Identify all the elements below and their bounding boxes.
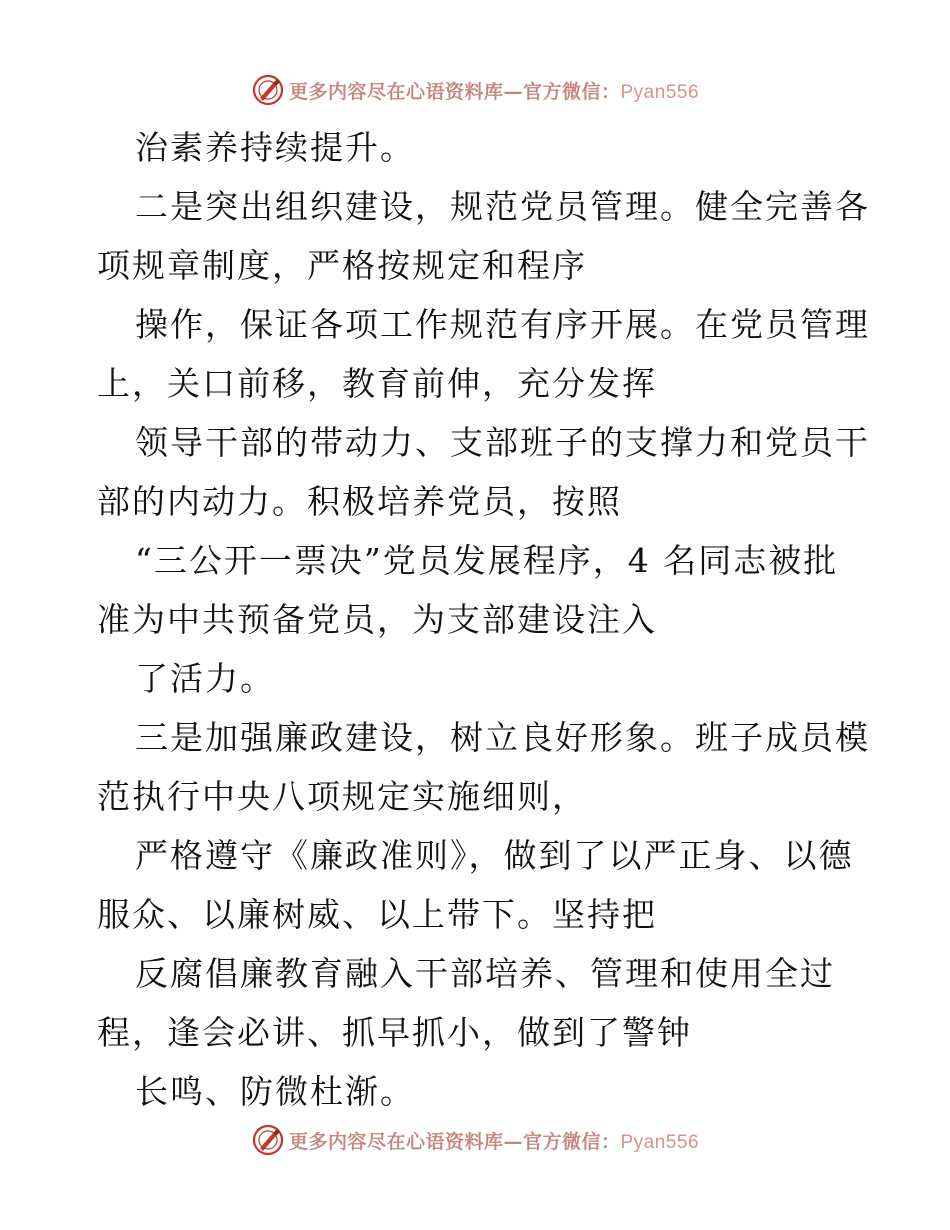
watermark-id: Pyan556 xyxy=(620,1131,700,1153)
watermark-text: 更多内容尽在心语资料库—官方微信：Pyan556 xyxy=(288,1130,700,1153)
watermark-group xyxy=(251,73,699,107)
text-line: 反腐倡廉教育融入干部培养、管理和使用全过 xyxy=(135,954,835,993)
pen-logo-icon xyxy=(251,73,285,107)
watermark-group xyxy=(251,1123,699,1157)
text-line: 了活力。 xyxy=(135,659,275,698)
text-line: 范执行中央八项规定实施细则， xyxy=(97,777,587,816)
text-line: 二是突出组织建设，规范党员管理。健全完善各 xyxy=(135,187,870,226)
text-line: 服众、以廉树威、以上带下。坚持把 xyxy=(97,895,657,934)
document-body xyxy=(97,118,870,1121)
text-line: 程，逢会必讲、抓早抓小，做到了警钟 xyxy=(97,1013,692,1052)
text-line: 长鸣、防微杜渐。 xyxy=(135,1072,415,1111)
pen-logo-icon xyxy=(251,1123,285,1157)
watermark-id: Pyan556 xyxy=(620,81,700,103)
text-line: “三公开一票决”党员发展程序，4 名同志被批 xyxy=(135,541,839,580)
text-line: 项规章制度，严格按规定和程序 xyxy=(97,246,587,285)
text-line: 准为中共预备党员，为支部建设注入 xyxy=(97,600,657,639)
text-line: 领导干部的带动力、支部班子的支撑力和党员干 xyxy=(135,423,870,462)
footer-watermark xyxy=(0,1123,950,1157)
text-line: 操作，保证各项工作规范有序开展。在党员管理 xyxy=(135,305,870,344)
text-line: 部的内动力。积极培养党员，按照 xyxy=(97,482,622,521)
header-watermark xyxy=(0,73,950,107)
text-line: 治素养持续提升。 xyxy=(135,128,415,167)
text-line: 三是加强廉政建设，树立良好形象。班子成员模 xyxy=(135,718,870,757)
watermark-text: 更多内容尽在心语资料库—官方微信：Pyan556 xyxy=(288,80,700,103)
text-line: 上，关口前移，教育前伸，充分发挥 xyxy=(97,364,657,403)
text-line: 严格遵守《廉政准则》，做到了以严正身、以德 xyxy=(135,836,854,875)
